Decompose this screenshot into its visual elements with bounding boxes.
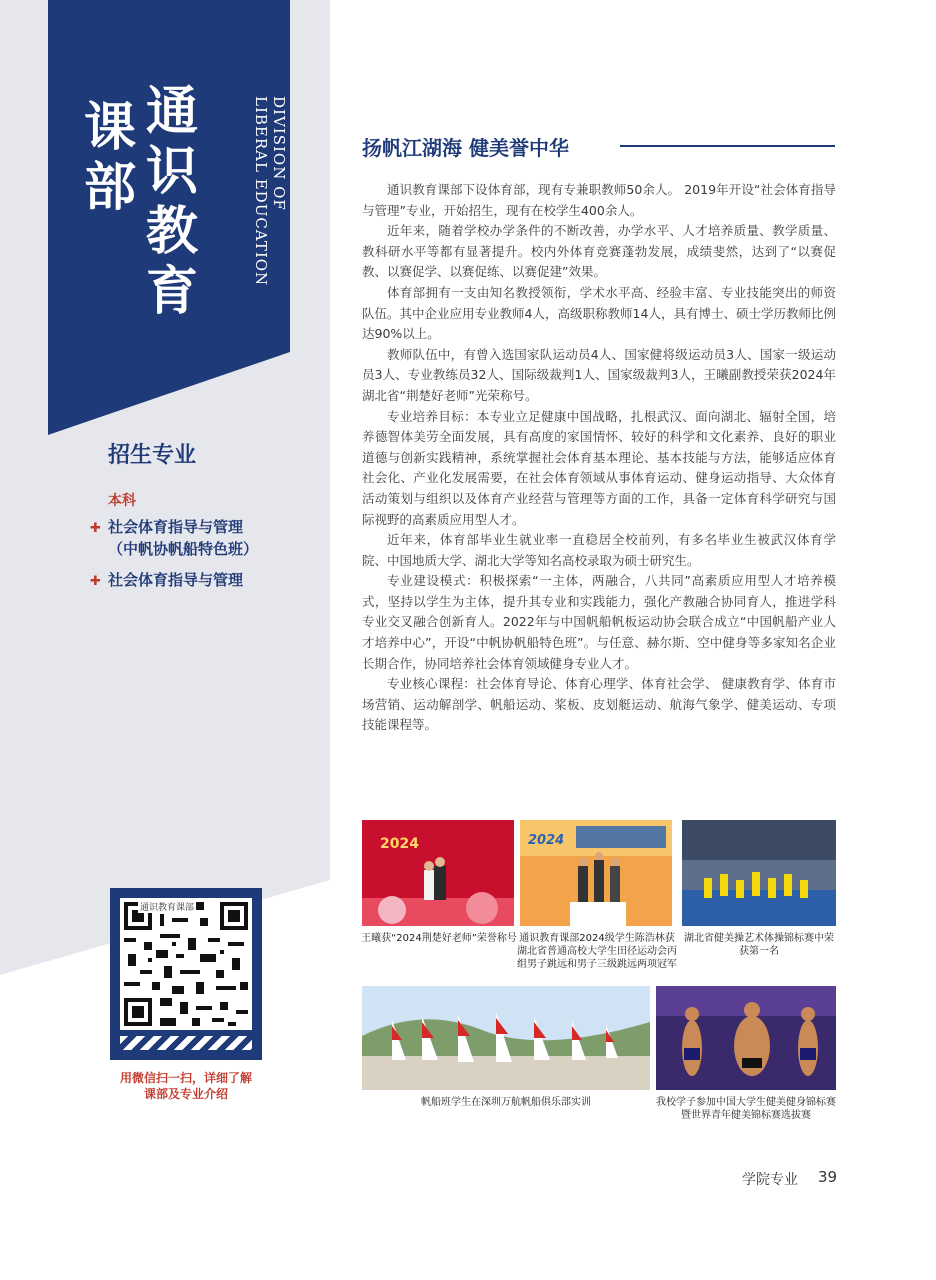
photo-award xyxy=(362,820,514,926)
majors-heading: 招生专业 xyxy=(108,443,197,468)
paragraph: 近年来，随着学校办学条件的不断改善，办学水平、人才培养质量、教学质量、教科研水平等都有显著提升。校内外体育竞赛蓬勃发展，成绩斐然，达到了“以赛促教、以赛促学、以赛促练、以赛促建”效果。 xyxy=(362,223,836,280)
title-char: 部 xyxy=(83,157,136,218)
photo-caption: 我校学子参加中国大学生健美健身锦标赛暨世界青年健美锦标赛选拔赛 xyxy=(656,1097,836,1121)
photo-caption: 王曦获“2024荆楚好老师”荣誉称号 xyxy=(361,933,517,944)
department-title xyxy=(80,81,220,328)
paragraph: 教师队伍中，有曾入选国家队运动员4人、国家健将级运动员3人、国家一级运动员3人、专业教练员32人、国际级裁判1人、国家级裁判3人，王曦副教授荣获2024年湖北省“荆楚好老师”光荣称号。 xyxy=(362,346,836,403)
photo-caption: 通识教育课部2024级学生陈浩林获湖北省普通高校大学生田径运动会丙组男子跳远和男子三级跳远两项冠军 xyxy=(517,933,677,970)
title-char: 通 xyxy=(145,81,198,142)
degree-level: 本科 xyxy=(108,493,136,509)
photo-athletics xyxy=(520,820,672,926)
plus-icon: ✚ xyxy=(90,574,101,589)
department-english-name: DIVISION OF LIBERAL EDUCATION xyxy=(252,96,288,287)
major-subtitle: （中帆协帆船特色班） xyxy=(108,540,259,558)
qr-stripes xyxy=(120,1036,252,1050)
paragraph: 通识教育课部下设体育部，现有专兼职教师50余人。 2019年开设“社会体育指导与管理”专业，开始招生，现有在校学生400余人。 xyxy=(362,182,836,218)
qr-label: 通识教育课部 xyxy=(138,900,196,913)
plus-icon: ✚ xyxy=(90,521,101,536)
page-number: 39 xyxy=(818,1168,838,1186)
title-char: 课 xyxy=(83,97,136,158)
article-body xyxy=(362,180,836,736)
major-item xyxy=(90,570,243,592)
title-char: 教 xyxy=(145,201,198,262)
qr-code[interactable] xyxy=(120,898,252,1030)
major-name: 社会体育指导与管理 xyxy=(108,518,244,536)
photo-sailing xyxy=(362,986,650,1090)
article-heading: 扬帆江湖海 健美誉中华 xyxy=(362,136,569,160)
title-char: 识 xyxy=(145,141,198,202)
photo-caption: 湖北省健美操艺术体操锦标赛中荣获第一名 xyxy=(684,933,834,957)
qr-caption: 用微信扫一扫，详细了解 课部及专业介绍 xyxy=(119,1071,252,1101)
heading-rule xyxy=(620,145,835,147)
paragraph: 专业核心课程：社会体育导论、体育心理学、体育社会学、 健康教育学、体育市场营销、运动解剖学、帆船运动、桨板、皮划艇运动、航海气象学、健美运动、专项技能课程等。 xyxy=(362,676,836,733)
paragraph: 专业培养目标：本专业立足健康中国战略，扎根武汉、面向湖北、辐射全国，培养德智体美劳全面发展，具有高度的家国情怀、较好的科学和文化素养、良好的职业道德与创新实践精神，系统掌握社会体育基本理论、基本技能与方法，能够适应体育社会化、产业化发展需要，在社会体育领域从事体育运动、健身运动指导、大众体育活动策划与组织以及体育产业经营与管理等方面的工作，具备一定体育科学研究与国际视野的高素质应用型人才。 xyxy=(362,408,836,527)
major-item xyxy=(90,517,258,560)
paragraph: 体育部拥有一支由知名教授领衔，学术水平高、经验丰富、专业技能突出的师资队伍。其中企业应用专业教师4人，高级职称教师14人，具有博士、硕士学历教师比例达90%以上。 xyxy=(362,284,836,342)
paragraph: 近年来，体育部毕业生就业率一直稳居全校前列，有多名毕业生被武汉体育学院、中国地质大学、湖北大学等知名高校录取为硕士研究生。 xyxy=(362,532,836,568)
photo-bodybuilding xyxy=(656,986,836,1090)
photo-sign-text: 2024 xyxy=(380,836,419,852)
paragraph: 专业建设模式：积极探索“一主体，两融合，八共同”高素质应用型人才培养模式，坚持以学生为主体，提升其专业和实践能力，强化产教融合协同育人，推进学科专业交叉融合创新育人。2022年与中国帆船帆板运动协会联合成立“中国帆船产业人才培养中心”，开设“中帆协帆船特色班”。与任意、赫尔斯、空中健身等多家知名企业长期合作，协同培养社会体育领域健身专业人才。 xyxy=(362,573,836,671)
title-char: 育 xyxy=(145,261,198,322)
footer-section-label: 学院专业 xyxy=(742,1172,798,1188)
photo-sign-text: 2024 xyxy=(528,833,565,848)
qr-code-frame xyxy=(110,888,262,1060)
major-name: 社会体育指导与管理 xyxy=(108,571,244,589)
photo-aerobics xyxy=(682,820,836,926)
photo-caption: 帆船班学生在深圳万航帆船俱乐部实训 xyxy=(421,1097,591,1108)
